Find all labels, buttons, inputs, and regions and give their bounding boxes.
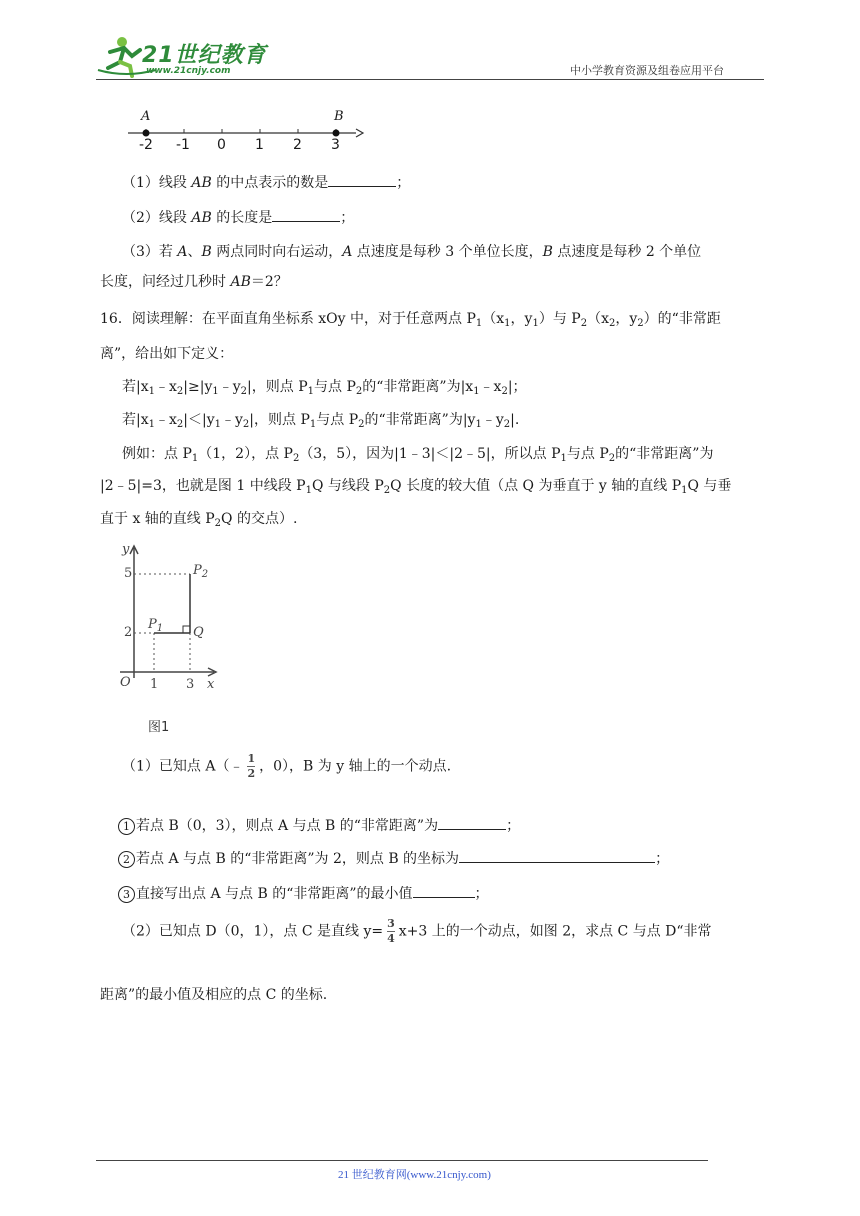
q16-def2: 若$|x_1﹣x_2|<|y_1﹣y_2|$，则点 $P_1$与点 $P_2$的“非常距离”为$|y_1﹣y_2|$.	[122, 412, 520, 430]
fig1-q-label: Q	[193, 625, 204, 640]
answer-blank[interactable]	[413, 883, 475, 898]
fig1-origin-label: O	[120, 675, 131, 690]
q16-def1: 若$|x_1﹣x_2|\ge|y_1﹣y_2|$，则点 $P_1$与点 $P_2$的“非常距离”为$|x_1﹣x_2|$；	[122, 379, 527, 397]
part1-item1: 1 若点 B（0，3），则点 A 与点 B 的“非常距离”为 ；	[118, 815, 520, 836]
q15-part3-line1: （3）若 A、B 两点同时向右运动，A 点速度是每秒 3 个单位长度，B 点速度是每秒 2 个单位	[122, 244, 702, 260]
q16-example-line3: 直于 x 轴的直线 $P_2Q$ 的交点）.	[100, 511, 298, 529]
fig1-x3-label: 3	[186, 677, 195, 692]
q16-intro-line2: 离”，给出如下定义：	[100, 346, 234, 362]
fig1-y2-label: 2	[124, 625, 133, 640]
part1-intro: （1）已知点 A（﹣ $\frac{1}{2}$ ，0），B 为 y 轴上的一个动点.	[122, 752, 452, 780]
part2-line1: （2）已知点 D（0，1），点 C 是直线 y= $\frac{3}{4}$ x+3 上的一个动点，如图 2，求点 C 与点 D“非常	[122, 917, 712, 945]
q15-part1: （1）线段 AB 的中点表示的数是 ；	[122, 172, 410, 193]
answer-blank[interactable]	[328, 172, 396, 187]
tick-label: -1	[176, 137, 190, 153]
tick-label: 0	[217, 137, 226, 153]
q16-example-line2: |2﹣5|=3，也就是图 1 中线段 $P_1Q$ 与线段 $P_2Q$ 长度的较大值（点 Q 为垂直于 y 轴的直线 $P_1Q$ 与垂	[100, 478, 732, 496]
fig1-caption: 图1	[148, 720, 170, 735]
fig1-p1-label: $P_1$	[148, 617, 164, 634]
logo-url: www.21cnjy.com	[146, 66, 231, 76]
number-line-figure	[126, 108, 366, 158]
footer-text[interactable]: 21 世纪教育网(www.21cnjy.com)	[338, 1169, 491, 1181]
footer-rule	[96, 1160, 708, 1161]
fig1-x-label: x	[207, 677, 215, 692]
part2-line2: 距离”的最小值及相应的点 C 的坐标.	[100, 987, 328, 1003]
tick-label: 2	[293, 137, 302, 153]
tick-label: 3	[331, 137, 340, 153]
point-a-label: A	[141, 109, 151, 124]
part1-item3: 3 直接写出点 A 与点 B 的“非常距离”的最小值 ；	[118, 883, 489, 904]
fig1-p2-label: $P_2$	[193, 563, 209, 580]
fig1-y5-label: 5	[124, 566, 133, 581]
q16-example-line1: 例如：点 $P_1(1$，2），点 $P_2(3$，5），因为|1﹣3|＜|2﹣5|，所以点 $P_1$与点 $P_2$的“非常距离”为	[122, 446, 714, 464]
answer-blank[interactable]	[438, 815, 506, 830]
part1-item2: 2 若点 A 与点 B 的“非常距离”为 2，则点 B 的坐标为 ；	[118, 848, 669, 869]
header-right-text: 中小学教育资源及组卷应用平台	[570, 64, 724, 77]
answer-blank[interactable]	[459, 848, 655, 863]
fraction-three-quarters: $\frac{3}{4}$	[387, 917, 395, 945]
point-b-dot	[333, 130, 340, 137]
tick-label: 1	[255, 137, 264, 153]
logo-text: 21世纪教育	[142, 43, 267, 68]
fig1-y-label: y	[122, 542, 130, 557]
point-a-dot	[143, 130, 150, 137]
answer-blank[interactable]	[272, 207, 340, 222]
q15-part3-line2: 长度，问经过几秒时 AB＝2？	[100, 274, 288, 290]
q15-part2: （2）线段 AB 的长度是 ；	[122, 207, 354, 228]
q16-intro-line1: 16．阅读理解：在平面直角坐标系 xOy 中，对于任意两点 $P_1(x_1$，$y_1$）与 $P_2(x_2$，$y_2$）的“非常距	[100, 311, 721, 329]
fig1-x1-label: 1	[150, 677, 159, 692]
point-b-label: B	[334, 109, 344, 124]
tick-label: -2	[139, 137, 153, 153]
header-rule	[96, 79, 764, 80]
fraction-one-half: $\frac{1}{2}$	[247, 752, 256, 780]
